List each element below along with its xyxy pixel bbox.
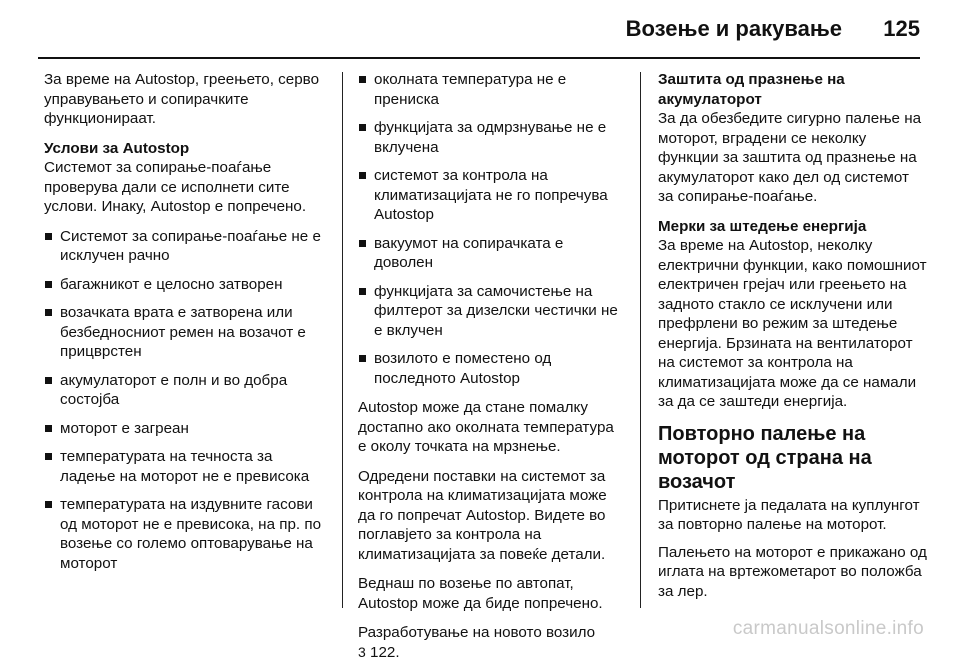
bullet-icon: [359, 76, 366, 83]
bullet-icon: [359, 355, 366, 362]
bullet-icon: [45, 377, 52, 384]
list-item: возилото е поместено од последното Autostop: [358, 349, 626, 388]
restart-text-2: Палењето на моторот е прикажано од иглата на вртежометарот во положба за лер.: [658, 543, 927, 600]
page-reference-link[interactable]: 122.: [370, 643, 400, 661]
list-item: Системот за сопирање-поаѓање не е исклучен рачно: [44, 227, 326, 266]
list-item: акумулаторот е полн и во добра состојба: [44, 371, 326, 410]
page-reference-icon: 3: [358, 643, 366, 660]
list-item: околната температура не е прениска: [358, 70, 626, 109]
bullet-icon: [359, 288, 366, 295]
list-item: вакуумот на сопирачката е доволен: [358, 234, 626, 273]
conditions-section: [44, 139, 326, 217]
column-divider-1: [342, 72, 343, 608]
battery-section: [658, 70, 928, 207]
bullet-icon: [45, 501, 52, 508]
saving-text: За време на Autostop, неколку електрични функции, како помошниот електричен грејач или греењето на задното стакло се исклучени или префрлени во режим за штедење енергија. Брзината на вентилаторот на системот за контрола на климатизацијата може да се намали за да се заштеди енергија.: [658, 237, 927, 410]
page-number: 125: [883, 16, 920, 41]
conditions-heading: Услови за Autostop: [44, 139, 190, 157]
list-item: температурата на течноста за ладење на моторот не е превисока: [44, 447, 326, 486]
bullet-icon: [359, 124, 366, 131]
column-3: [658, 70, 928, 611]
header-title: Возење и ракување: [625, 16, 842, 41]
intro-paragraph: За време на Autostop, греењето, серво управувањето и сопирачките функционираат.: [44, 71, 320, 127]
restart-section: [658, 422, 928, 535]
list-item: моторот е загреан: [44, 419, 326, 439]
restart-heading: Повторно палење на моторот од страна на возачот: [658, 422, 872, 493]
column-1: [44, 70, 326, 583]
list-item: системот за контрола на климатизацијата не го попречува Autostop: [358, 166, 626, 225]
bullet-icon: [359, 172, 366, 179]
watermark: carmanualsonline.info: [732, 618, 924, 639]
list-item: возачката врата е затворена или безбедносниот ремен на возачот е прицврстен: [44, 303, 326, 362]
highway-paragraph: Веднаш по возење по автопат, Autostop може да биде попречено.: [358, 575, 603, 612]
restart-text-1: Притиснете ја педалата на куплунгот за повторно палење на моторот.: [658, 496, 920, 533]
conditions-list: [44, 227, 326, 574]
list-item: функцијата за самочистење на филтерот за дизелски честички не е вклучен: [358, 282, 626, 341]
list-item: багажникот е целосно затворен: [44, 275, 326, 295]
list-item: функцијата за одмрзнување не е вклучена: [358, 118, 626, 157]
bullet-icon: [359, 240, 366, 247]
conditions-list-continued: [358, 70, 626, 388]
running-in-paragraph: [358, 623, 626, 662]
climate-paragraph: Одредени поставки на системот за контрола на климатизацијата може да го попречат Autostop. Видете во поглавјето за контрола на климатизацијата за повеќе детали.: [358, 467, 607, 563]
list-item: температурата на издувните гасови од моторот не е превисока, на пр. по возење со големо оптоварување на моторот: [44, 495, 326, 573]
page-header: [0, 0, 960, 58]
bullet-icon: [45, 425, 52, 432]
header-divider: [38, 57, 920, 59]
column-divider-2: [640, 72, 641, 608]
running-in-text: Разработување на новото возило: [358, 624, 596, 641]
bullet-icon: [45, 281, 52, 288]
saving-heading: Мерки за штедење енергија: [658, 217, 867, 235]
saving-section: [658, 217, 928, 412]
battery-text: За да обезбедите сигурно палење на моторот, вградени се неколку функции за заштита од празнење на акумулаторот како дел од системот за сопирање-поаѓање.: [658, 110, 922, 205]
bullet-icon: [45, 233, 52, 240]
column-2: [358, 70, 626, 672]
bullet-icon: [45, 309, 52, 316]
battery-heading: Заштита од празнење на акумулаторот: [658, 71, 845, 108]
bullet-icon: [45, 453, 52, 460]
conditions-text: Системот за сопирање-поаѓање проверува дали се исполнети сите услови. Инаку, Autostop е попречено.: [44, 159, 307, 215]
freezing-paragraph: Autostop може да стане помалку достапно ако околната температура е околу точката на мрзнење.: [358, 399, 614, 455]
